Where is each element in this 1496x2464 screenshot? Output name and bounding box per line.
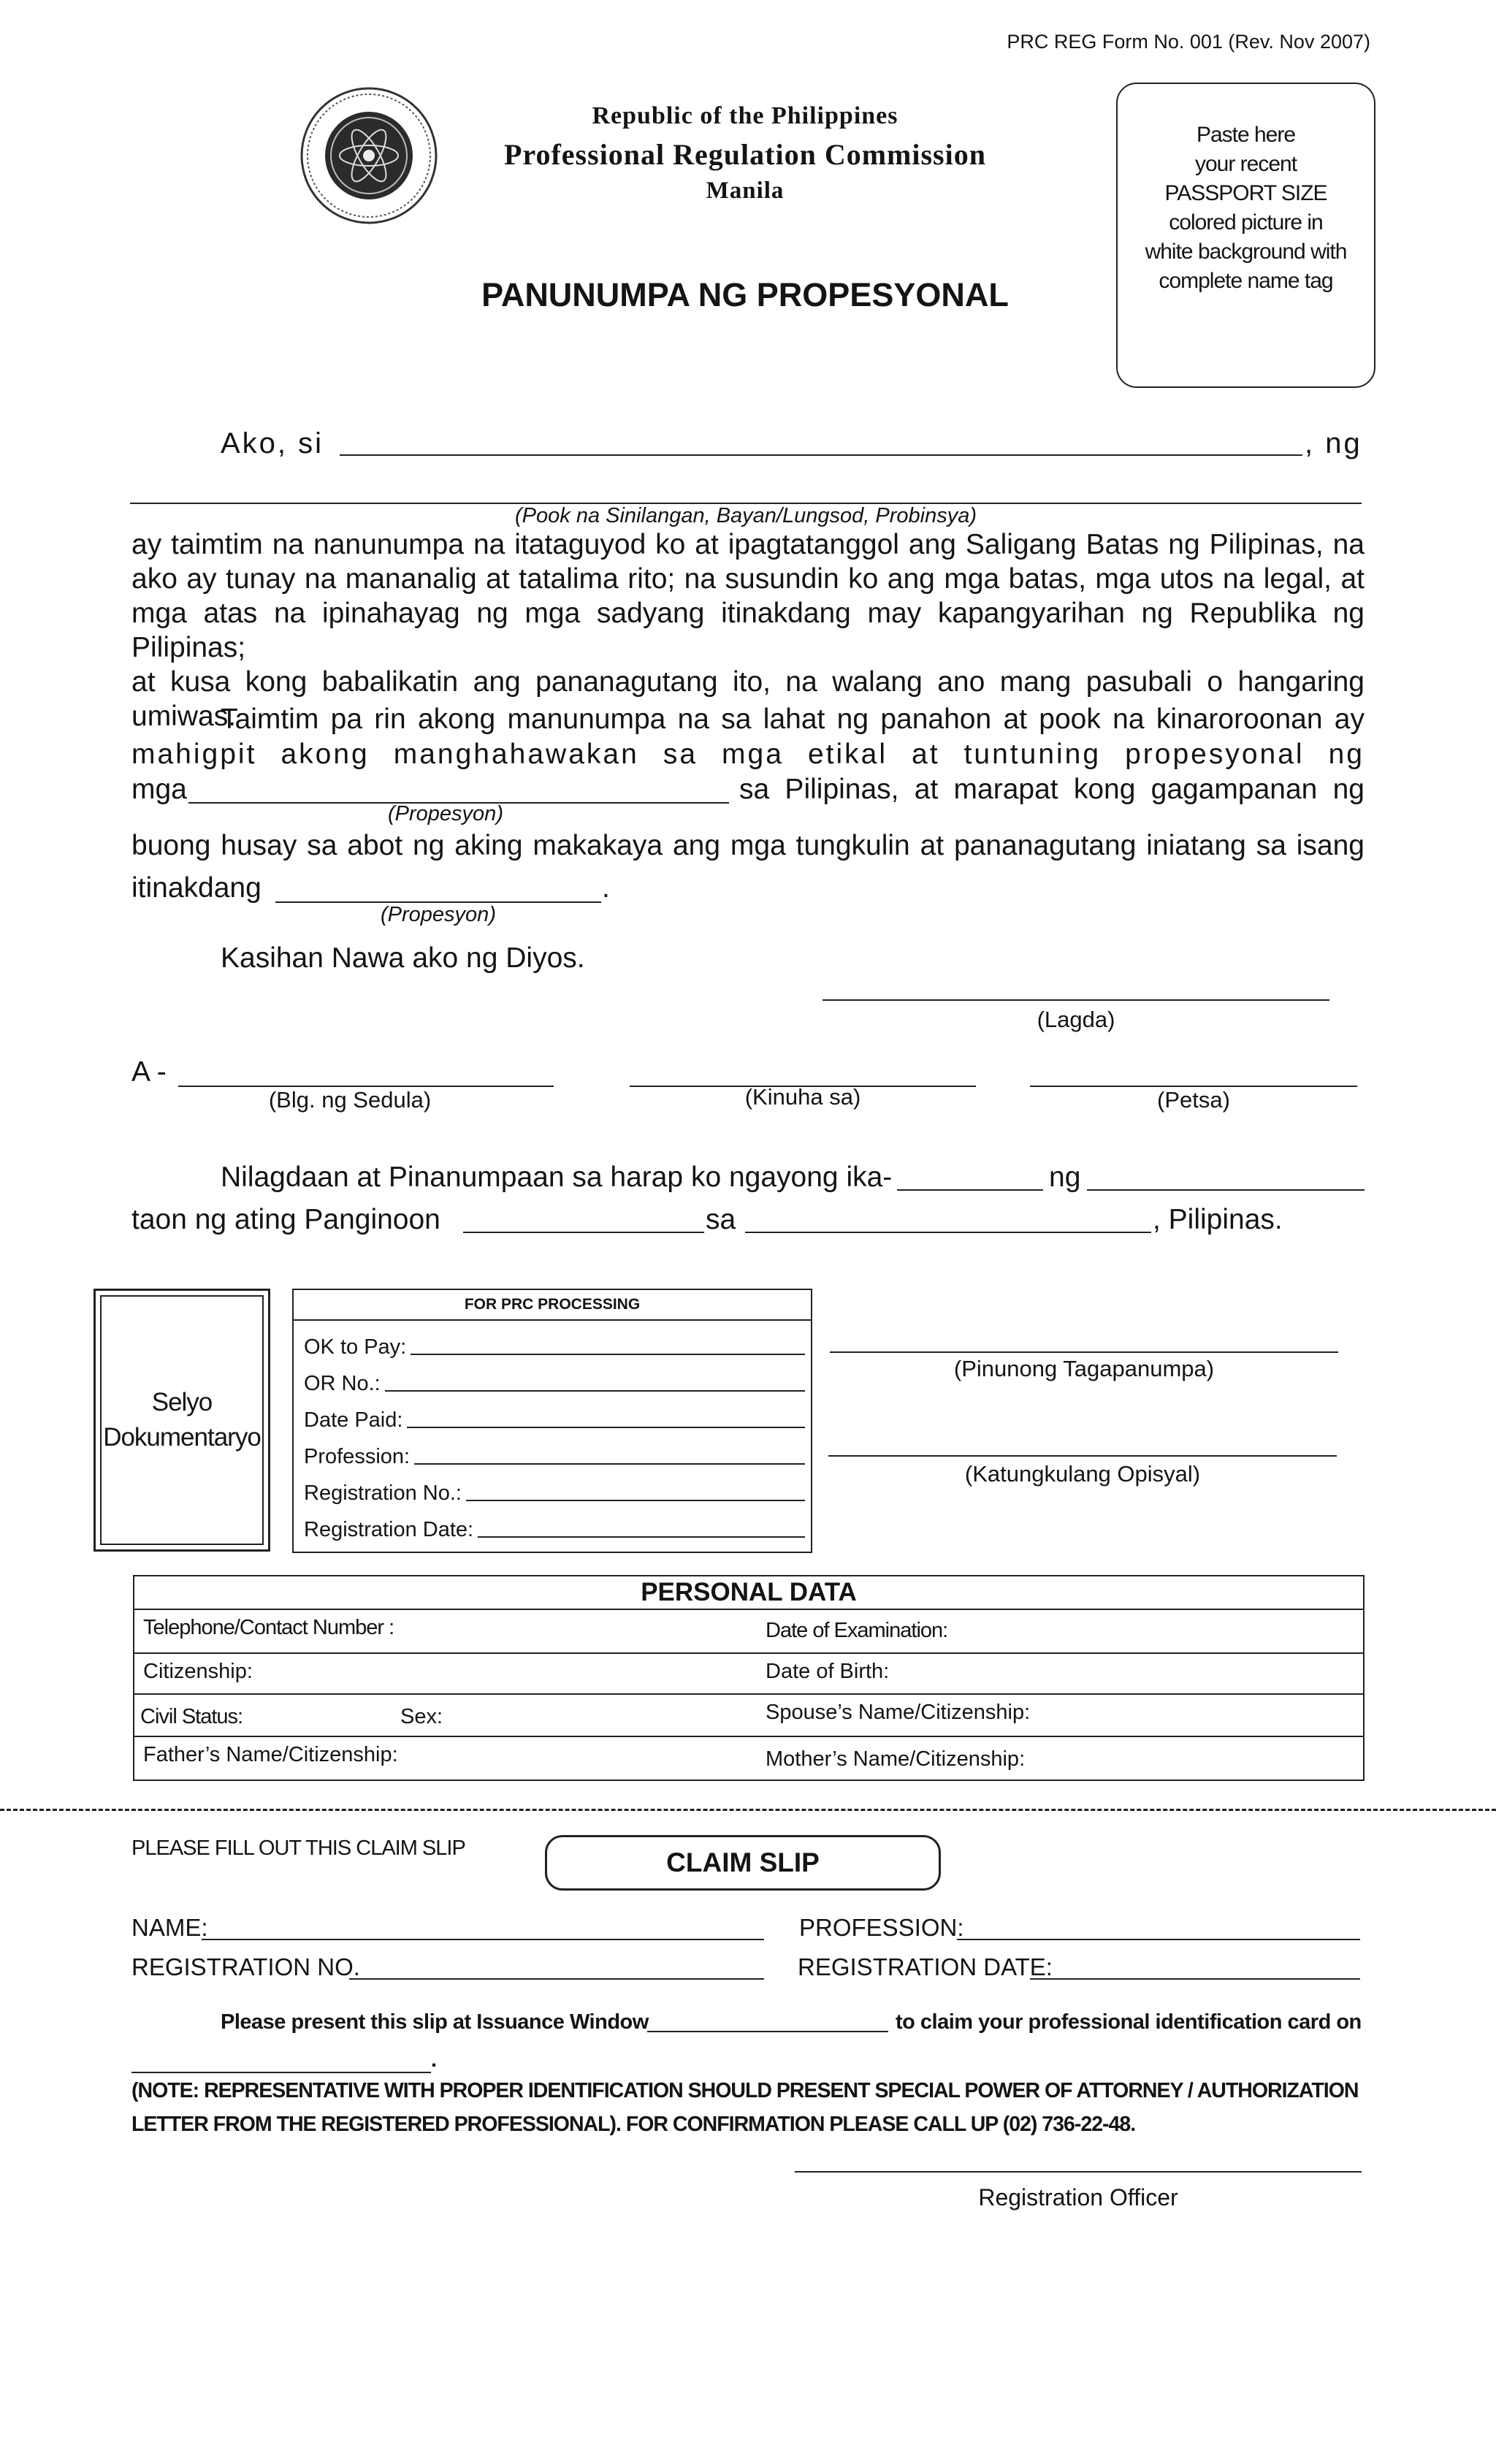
- month-field-line[interactable]: [1087, 1189, 1365, 1191]
- cut-line: [0, 1809, 1496, 1811]
- year-field-line[interactable]: [463, 1232, 704, 1233]
- propesyon-caption-2: (Propesyon): [381, 903, 496, 926]
- note-line: (NOTE: REPRESENTATIVE WITH PROPER IDENTIFICATION SHOULD PRESENT SPECIAL POWER OF ATTORNEY / AUTHORIZATION: [131, 2079, 1359, 2102]
- form-number: PRC REG Form No. 001 (Rev. Nov 2007): [1007, 31, 1370, 53]
- birthplace-caption: (Pook na Sinilangan, Bayan/Lungsod, Probinsya): [515, 504, 977, 527]
- photo-instruction-line: PASSPORT SIZE: [1164, 181, 1327, 205]
- signature-line[interactable]: [823, 999, 1329, 1001]
- sworn-ng: ng: [1049, 1162, 1081, 1193]
- oath-line: sa Pilipinas, at marapat kong gagampanan ng: [739, 774, 1365, 805]
- oath-line: mahigpit akong manghahawakan sa mga etikal at tuntuning propesyonal ng: [131, 739, 1365, 770]
- selyo-box: [94, 1289, 270, 1552]
- photo-box: [1116, 83, 1375, 388]
- oath-line: ako ay tunay na mananalig at tatalima rito; na susundin ko ang mga batas, mga utos na legal, at: [131, 563, 1365, 595]
- name-field-line[interactable]: [340, 454, 1302, 456]
- oath-line: Taimtim pa rin akong manunumpa na sa lahat ng panahon at pook na kinaroroonan ay: [221, 703, 1365, 735]
- claim-regdate-field[interactable]: [1030, 1978, 1360, 1980]
- period: .: [602, 872, 610, 904]
- registration-date-field[interactable]: [304, 1518, 805, 1542]
- personal-data-title: PERSONAL DATA: [134, 1576, 1363, 1610]
- oath-line: buong husay sa abot ng aking makakaya ang mga tungkulin at pananagutang iniatang sa isang: [131, 830, 1365, 861]
- place-field-line[interactable]: [745, 1232, 1151, 1233]
- claim-profession-label: PROFESSION:: [799, 1914, 964, 1941]
- claim-regno-field[interactable]: [349, 1978, 764, 1980]
- oath-line: ay taimtim na nanunumpa na itataguyod ko at ipagtatanggol ang Saligang Batas ng Pilipinas, na: [131, 529, 1365, 560]
- header-commission: Professional Regulation Commission: [504, 138, 986, 171]
- blessing-text: Kasihan Nawa ako ng Diyos.: [221, 942, 585, 974]
- personal-data-table: [133, 1575, 1365, 1781]
- photo-instruction-line: white background with: [1145, 240, 1347, 264]
- header-republic: Republic of the Philippines: [592, 102, 898, 129]
- prc-processing-box: [292, 1289, 812, 1553]
- processing-title: FOR PRC PROCESSING: [294, 1290, 811, 1321]
- field-label: Registration Date:: [304, 1518, 474, 1541]
- pinuno-signature-line[interactable]: [830, 1351, 1338, 1353]
- sworn-text: Nilagdaan at Pinanumpaan sa harap ko ngayong ika-: [221, 1162, 893, 1193]
- telephone-field[interactable]: Telephone/Contact Number :: [143, 1616, 394, 1639]
- civil-status-field[interactable]: Civil Status:: [140, 1705, 243, 1728]
- field-label: OR No.:: [304, 1372, 381, 1395]
- note-line: LETTER FROM THE REGISTERED PROFESSIONAL). FOR CONFIRMATION PLEASE CALL UP (02) 736-22-48.: [131, 2113, 1136, 2136]
- citizenship-field[interactable]: Citizenship:: [143, 1660, 253, 1683]
- sex-field[interactable]: Sex:: [400, 1705, 443, 1728]
- photo-instruction-line: colored picture in: [1169, 210, 1323, 234]
- field-label: Registration No.:: [304, 1481, 462, 1505]
- selyo-label: Selyo: [151, 1388, 213, 1416]
- oath-paragraph-1: [131, 527, 1365, 733]
- lagda-caption: (Lagda): [1037, 1007, 1115, 1032]
- page-title: PANUNUMPA NG PROPESYONAL: [481, 276, 1009, 313]
- itinakdang-label: itinakdang: [131, 872, 262, 904]
- mother-field[interactable]: Mother’s Name/Citizenship:: [766, 1747, 1026, 1771]
- sworn-sa: sa: [706, 1204, 736, 1235]
- field-label: Profession:: [304, 1445, 411, 1468]
- field-label: Date Paid:: [304, 1408, 403, 1432]
- claim-profession-field[interactable]: [957, 1939, 1360, 1940]
- claim-regdate-label: REGISTRATION DATE:: [798, 1953, 1053, 1980]
- sworn-text-2: taon ng ating Panginoon: [131, 1204, 440, 1235]
- a-label: A -: [131, 1056, 167, 1088]
- sworn-end: , Pilipinas.: [1153, 1204, 1283, 1235]
- date-of-birth-field[interactable]: Date of Birth:: [766, 1660, 890, 1683]
- petsa-caption: (Petsa): [1157, 1087, 1230, 1113]
- spouse-field[interactable]: Spouse’s Name/Citizenship:: [766, 1701, 1031, 1724]
- claim-instruction: PLEASE FILL OUT THIS CLAIM SLIP: [131, 1836, 465, 1860]
- field-label: OK to Pay:: [304, 1335, 407, 1359]
- kinuha-caption: (Kinuha sa): [744, 1084, 861, 1110]
- header-manila: Manila: [706, 178, 785, 204]
- katungkulang-signature-line[interactable]: [828, 1455, 1337, 1457]
- claim-regno-label: REGISTRATION NO.: [131, 1953, 360, 1980]
- claim-period: .: [431, 2048, 438, 2072]
- selyo-inner: [100, 1295, 264, 1545]
- claim-date-field[interactable]: [131, 2072, 431, 2073]
- photo-instruction-line: your recent: [1194, 152, 1297, 176]
- ako-si-label: Ako, si: [221, 427, 324, 459]
- claim-name-label: NAME:: [131, 1914, 208, 1941]
- photo-instruction-line: complete name tag: [1159, 269, 1333, 293]
- registration-officer-signature-line[interactable]: [795, 2171, 1362, 2173]
- cedula-caption: (Blg. ng Sedula): [268, 1087, 432, 1113]
- ok-to-pay-field[interactable]: [304, 1335, 805, 1359]
- selyo-label: Dokumentaryo: [103, 1423, 261, 1452]
- claim-name-field[interactable]: [202, 1939, 764, 1940]
- registration-officer-caption: Registration Officer: [978, 2184, 1178, 2211]
- katungkulang-caption: (Katungkulang Opisyal): [964, 1461, 1201, 1487]
- registration-no-field[interactable]: [304, 1481, 805, 1506]
- father-field[interactable]: Father’s Name/Citizenship:: [143, 1743, 398, 1766]
- oath-line: mga atas na ipinahayag ng mga sadyang itinakdang may kapangyarihan ng Republika ng Pilipinas;: [131, 598, 1365, 663]
- issuance-window-field[interactable]: [647, 2031, 888, 2032]
- oath-line: at kusa kong babalikatin ang pananagutang ito, na walang ano mang pasubali o hangaring umiwas.: [131, 666, 1365, 732]
- present-text-2: to claim your professional identification card on: [896, 2010, 1362, 2034]
- profession-field[interactable]: [304, 1445, 805, 1469]
- day-field-line[interactable]: [897, 1189, 1043, 1191]
- photo-instruction-line: Paste here: [1196, 123, 1296, 147]
- present-text: Please present this slip at Issuance Window: [221, 2010, 649, 2034]
- date-exam-field[interactable]: Date of Examination:: [766, 1619, 948, 1642]
- or-no-field[interactable]: [304, 1372, 805, 1396]
- ng-label: , ng: [1305, 427, 1362, 459]
- pinuno-caption: (Pinunong Tagapanumpa): [953, 1356, 1215, 1381]
- date-paid-field[interactable]: [304, 1408, 805, 1433]
- mga-label: mga: [131, 774, 187, 805]
- propesyon-caption: (Propesyon): [388, 802, 503, 825]
- prc-seal-logo: [299, 86, 438, 225]
- claim-slip-title: CLAIM SLIP: [545, 1835, 941, 1891]
